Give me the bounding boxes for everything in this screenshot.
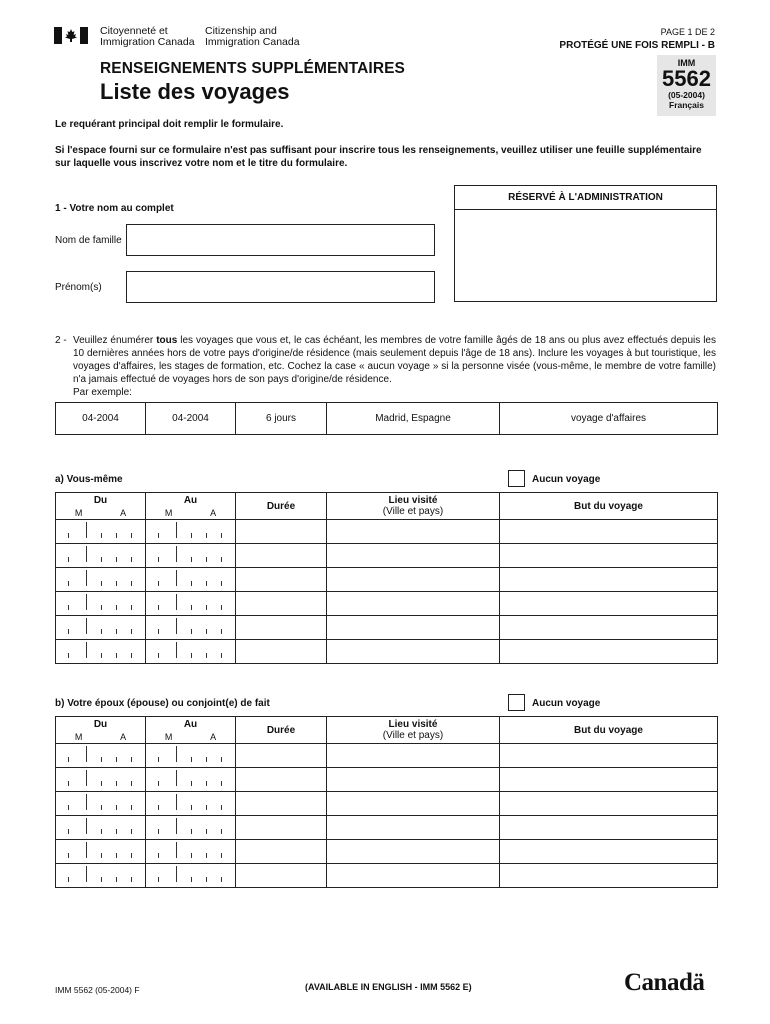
date-tick-mark [221,829,222,834]
table-row [56,640,718,664]
example-to: 04-2004 [146,403,236,435]
date-tick-mark [68,533,69,538]
date-tick-mark [116,853,117,858]
date-tick-mark [116,757,117,762]
date-tick-mark [68,805,69,810]
date-tick-mark [191,533,192,538]
date-tick-mark [206,877,207,882]
date-tick-mark [68,781,69,786]
place-cell[interactable] [327,744,500,768]
place-cell[interactable] [327,592,500,616]
section-b-no-travel-label: Aucun voyage [532,698,601,709]
date-tick-mark [176,642,177,658]
form-number-box [657,55,716,116]
date-tick-mark [191,853,192,858]
section2-text-end: les voyages que vous et, le cas échéant, les membres de votre famille âgés de 18 ans ou plus avez effectués depuis les 10 dernières années hors de votre pays d'origine/de résidence (mais seulement depuis l'âge de 18 ans). Inclure les voyages à but touristique, les voyages d'affaires, les stages de formation, etc. Cochez la case « aucun voyage » si la personne visée (vous-même, le membre de votre famille) n'a jamais effectué de voyages hors de son pays d'origine/de résidence. [73,335,716,385]
from-date-cell[interactable] [56,640,146,664]
date-tick-mark [176,794,177,810]
form-version: (05-2004) [668,90,705,100]
date-tick-mark [101,605,102,610]
form-title: RENSEIGNEMENTS SUPPLÉMENTAIRES [100,60,405,77]
date-tick-mark [206,781,207,786]
to-date-cell[interactable] [146,744,236,768]
date-tick-mark [206,653,207,658]
date-tick-mark [86,842,87,858]
date-tick-mark [158,877,159,882]
section2-text-start: Veuillez énumérer [73,335,157,346]
date-tick-mark [191,557,192,562]
place-cell[interactable] [327,568,500,592]
date-tick-mark [191,829,192,834]
date-tick-mark [176,570,177,586]
date-tick-mark [158,805,159,810]
table-row [56,768,718,792]
department-name-en [205,26,300,48]
date-tick-mark [86,618,87,634]
header-to [146,493,236,520]
from-date-cell[interactable] [56,616,146,640]
section-b-travel-table [55,716,718,888]
date-tick-mark [206,805,207,810]
to-date-cell[interactable] [146,592,236,616]
date-tick-mark [116,877,117,882]
date-tick-mark [101,805,102,810]
date-tick-mark [206,853,207,858]
date-tick-mark [116,829,117,834]
header-to-month: M [164,507,173,518]
date-tick-mark [221,653,222,658]
duration-cell[interactable] [236,792,327,816]
date-tick-mark [68,629,69,634]
date-tick-mark [191,781,192,786]
purpose-cell[interactable] [500,544,718,568]
date-tick-mark [191,877,192,882]
date-tick-mark [86,570,87,586]
date-tick-mark [131,605,132,610]
header-from-year: A [120,731,127,742]
from-date-cell[interactable] [56,520,146,544]
duration-cell[interactable] [236,616,327,640]
header-to-year: A [210,507,217,518]
date-tick-mark [158,629,159,634]
instruction-principal: Le requérant principal doit remplir le formulaire. [55,119,284,130]
purpose-cell[interactable] [500,768,718,792]
date-tick-mark [176,522,177,538]
date-tick-mark [158,829,159,834]
date-tick-mark [131,557,132,562]
table-row [56,792,718,816]
example-table [55,402,718,435]
date-tick-mark [86,546,87,562]
date-tick-mark [158,557,159,562]
date-tick-mark [101,581,102,586]
duration-cell[interactable] [236,544,327,568]
date-tick-mark [68,557,69,562]
date-tick-mark [176,618,177,634]
to-date-cell[interactable] [146,520,236,544]
to-date-cell[interactable] [146,840,236,864]
table-row [56,840,718,864]
date-tick-mark [116,653,117,658]
header-to-year: A [210,731,217,742]
footer-form-ref: IMM 5562 (05-2004) F [55,985,140,995]
dept-fr-line2: Immigration Canada [100,36,195,48]
header-from-month: M [74,507,83,518]
date-tick-mark [101,629,102,634]
place-cell[interactable] [327,816,500,840]
date-tick-mark [116,533,117,538]
date-tick-mark [86,866,87,882]
date-tick-mark [101,533,102,538]
purpose-cell[interactable] [500,864,718,888]
date-tick-mark [158,533,159,538]
date-tick-mark [116,781,117,786]
place-cell[interactable] [327,640,500,664]
place-cell[interactable] [327,768,500,792]
section-a-no-travel-checkbox[interactable] [508,470,525,487]
to-date-cell[interactable] [146,568,236,592]
place-cell[interactable] [327,840,500,864]
given-names-field[interactable] [126,271,435,303]
date-tick-mark [101,853,102,858]
section2-instructions [55,334,716,399]
date-tick-mark [86,794,87,810]
date-tick-mark [131,533,132,538]
date-tick-mark [206,829,207,834]
canada-flag-icon [54,27,88,44]
table-row [56,544,718,568]
purpose-cell[interactable] [500,640,718,664]
date-tick-mark [68,829,69,834]
date-tick-mark [176,746,177,762]
header-to [146,717,236,744]
form-code: IMM [677,58,696,68]
admin-reserved-label: RÉSERVÉ À L'ADMINISTRATION [455,186,716,210]
date-tick-mark [221,805,222,810]
purpose-cell[interactable] [500,592,718,616]
date-tick-mark [191,653,192,658]
duration-cell[interactable] [236,768,327,792]
admin-reserved-box [454,185,717,302]
example-place: Madrid, Espagne [327,403,500,435]
date-tick-mark [191,757,192,762]
section-a-heading: a) Vous-même [55,474,123,485]
header-place [327,717,500,744]
date-tick-mark [116,805,117,810]
example-from: 04-2004 [56,403,146,435]
duration-cell[interactable] [236,840,327,864]
date-tick-mark [101,877,102,882]
from-date-cell[interactable] [56,744,146,768]
date-tick-mark [158,781,159,786]
date-tick-mark [68,877,69,882]
page-indicator: PAGE 1 DE 2 [660,27,715,37]
header-place [327,493,500,520]
header-from-year: A [120,507,127,518]
date-tick-mark [176,546,177,562]
header-to-label: Au [183,494,198,506]
date-tick-mark [176,594,177,610]
date-tick-mark [206,533,207,538]
from-date-cell[interactable] [56,816,146,840]
date-tick-mark [86,642,87,658]
purpose-cell[interactable] [500,792,718,816]
purpose-cell[interactable] [500,840,718,864]
protected-label: PROTÉGÉ UNE FOIS REMPLI - B [559,40,715,51]
form-subtitle: Liste des voyages [100,79,290,104]
header-place-label: Lieu visité [388,495,438,506]
header-from-month: M [74,731,83,742]
date-tick-mark [221,853,222,858]
duration-cell[interactable] [236,592,327,616]
section-b-heading: b) Votre époux (épouse) ou conjoint(e) de fait [55,698,270,709]
duration-cell[interactable] [236,640,327,664]
dept-fr-line1: Citoyenneté et [100,25,168,37]
date-tick-mark [101,557,102,562]
from-date-cell[interactable] [56,792,146,816]
family-name-field[interactable] [126,224,435,256]
date-tick-mark [131,781,132,786]
date-tick-mark [221,757,222,762]
date-tick-mark [191,629,192,634]
from-date-cell[interactable] [56,592,146,616]
example-purpose: voyage d'affaires [500,403,718,435]
footer-available-english: (AVAILABLE IN ENGLISH - IMM 5562 E) [305,982,472,992]
from-date-cell[interactable] [56,864,146,888]
header-purpose: But du voyage [500,493,718,520]
header-from [56,717,146,744]
date-tick-mark [221,581,222,586]
date-tick-mark [206,581,207,586]
section-a-rows [56,520,718,664]
section-b-no-travel-checkbox[interactable] [508,694,525,711]
dept-en-line2: Immigration Canada [205,36,300,48]
header-from [56,493,146,520]
purpose-cell[interactable] [500,568,718,592]
date-tick-mark [86,522,87,538]
date-tick-mark [206,757,207,762]
table-row [56,568,718,592]
section-a-no-travel-label: Aucun voyage [532,474,601,485]
table-row [56,744,718,768]
place-cell[interactable] [327,792,500,816]
date-tick-mark [158,653,159,658]
date-tick-mark [86,770,87,786]
header-from-label: Du [93,718,108,730]
purpose-cell[interactable] [500,816,718,840]
example-label: Par exemple: [73,387,132,398]
form-language: Français [669,100,704,110]
table-row [56,864,718,888]
date-tick-mark [158,605,159,610]
date-tick-mark [131,581,132,586]
section2-number: 2 - [55,335,67,346]
place-cell[interactable] [327,544,500,568]
date-tick-mark [131,829,132,834]
date-tick-mark [101,829,102,834]
header-purpose: But du voyage [500,717,718,744]
date-tick-mark [191,581,192,586]
date-tick-mark [191,605,192,610]
date-tick-mark [221,877,222,882]
date-tick-mark [221,605,222,610]
date-tick-mark [131,877,132,882]
date-tick-mark [101,653,102,658]
table-row [56,616,718,640]
date-tick-mark [176,842,177,858]
section-a-travel-table [55,492,718,664]
date-tick-mark [221,533,222,538]
date-tick-mark [131,757,132,762]
date-tick-mark [221,781,222,786]
header-place-label: Lieu visité [388,719,438,730]
table-row [56,592,718,616]
date-tick-mark [68,605,69,610]
purpose-cell[interactable] [500,616,718,640]
place-cell[interactable] [327,864,500,888]
to-date-cell[interactable] [146,544,236,568]
date-tick-mark [131,629,132,634]
purpose-cell[interactable] [500,520,718,544]
date-tick-mark [101,757,102,762]
date-tick-mark [176,818,177,834]
date-tick-mark [131,653,132,658]
from-date-cell[interactable] [56,544,146,568]
date-tick-mark [86,594,87,610]
date-tick-mark [158,757,159,762]
date-tick-mark [221,557,222,562]
form-number: 5562 [662,66,711,91]
date-tick-mark [116,629,117,634]
header-place-sub: (Ville et pays) [382,730,444,741]
from-date-cell[interactable] [56,568,146,592]
duration-cell[interactable] [236,568,327,592]
section-b-rows [56,744,718,888]
dept-en-line1: Citizenship and [205,25,277,37]
header-duration: Durée [236,717,327,744]
department-name-fr [100,26,195,48]
date-tick-mark [86,818,87,834]
duration-cell[interactable] [236,520,327,544]
date-tick-mark [176,866,177,882]
from-date-cell[interactable] [56,768,146,792]
purpose-cell[interactable] [500,744,718,768]
canada-wordmark: Canadä [624,969,705,996]
header-from-label: Du [93,494,108,506]
from-date-cell[interactable] [56,840,146,864]
date-tick-mark [86,746,87,762]
date-tick-mark [68,757,69,762]
date-tick-mark [116,581,117,586]
header-to-label: Au [183,718,198,730]
to-date-cell[interactable] [146,792,236,816]
duration-cell[interactable] [236,864,327,888]
to-date-cell[interactable] [146,616,236,640]
date-tick-mark [68,581,69,586]
date-tick-mark [206,557,207,562]
duration-cell[interactable] [236,744,327,768]
date-tick-mark [158,581,159,586]
place-cell[interactable] [327,520,500,544]
section2-text-bold: tous [156,335,178,346]
date-tick-mark [131,805,132,810]
date-tick-mark [206,629,207,634]
date-tick-mark [68,853,69,858]
date-tick-mark [68,653,69,658]
date-tick-mark [131,853,132,858]
section1-heading: 1 - Votre nom au complet [55,203,174,214]
date-tick-mark [191,805,192,810]
instruction-extra-sheet: Si l'espace fourni sur ce formulaire n'est pas suffisant pour inscrire tous les renseignements, veuillez utiliser une feuille supplémentaire sur laquelle vous inscrivez votre nom et le titre du formulaire. [55,145,702,169]
header-duration: Durée [236,493,327,520]
to-date-cell[interactable] [146,864,236,888]
table-row [56,816,718,840]
table-row [56,520,718,544]
example-duration: 6 jours [236,403,327,435]
family-name-label: Nom de famille [55,235,122,246]
date-tick-mark [158,853,159,858]
date-tick-mark [176,770,177,786]
given-names-label: Prénom(s) [55,282,102,293]
to-date-cell[interactable] [146,816,236,840]
date-tick-mark [206,605,207,610]
to-date-cell[interactable] [146,640,236,664]
date-tick-mark [116,557,117,562]
place-cell[interactable] [327,616,500,640]
date-tick-mark [116,605,117,610]
duration-cell[interactable] [236,816,327,840]
header-place-sub: (Ville et pays) [382,506,444,517]
date-tick-mark [101,781,102,786]
date-tick-mark [221,629,222,634]
header-to-month: M [164,731,173,742]
to-date-cell[interactable] [146,768,236,792]
